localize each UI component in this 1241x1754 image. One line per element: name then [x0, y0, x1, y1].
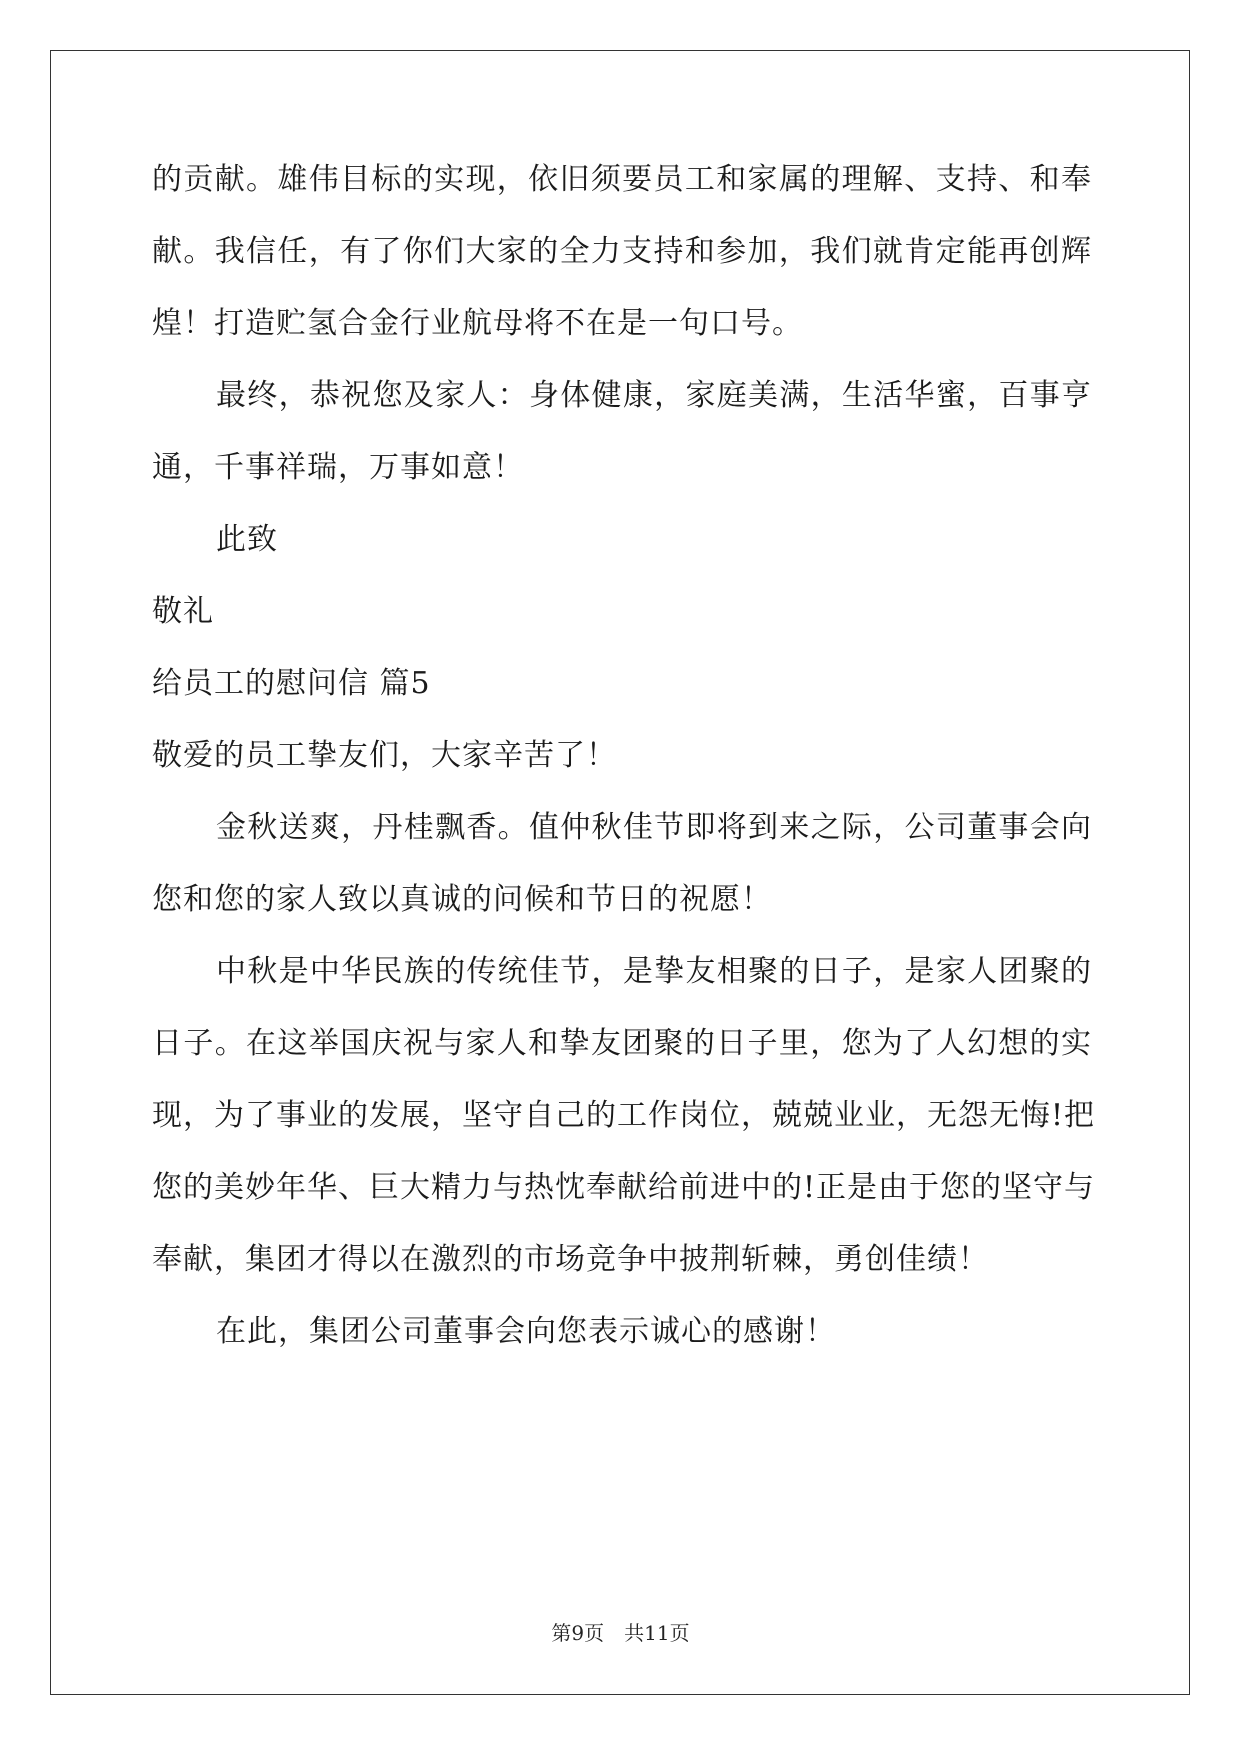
closing-salutation: 此致 [216, 522, 278, 557]
page-number-footer [0, 1620, 1241, 1646]
paragraph-line: 在此，集团公司董事会向您表示诚心的感谢！ [216, 1314, 836, 1349]
closing-regards: 敬礼 [152, 594, 214, 629]
page-number-label: 第9页 共11页 [551, 1621, 690, 1645]
paragraph-line: 您的美妙年华、巨大精力与热忱奉献给前进中的!正是由于您的坚守与 [152, 1170, 1096, 1205]
paragraph-line: 现，为了事业的发展，坚守自己的工作岗位，兢兢业业，无怨无悔!把 [152, 1098, 1096, 1133]
paragraph-line: 奉献，集团才得以在激烈的市场竞争中披荆斩棘，勇创佳绩！ [152, 1242, 989, 1277]
paragraph-line: 煌！打造贮氢合金行业航母将不在是一句口号。 [152, 306, 803, 341]
section-heading: 给员工的慰问信 篇5 [152, 666, 431, 701]
paragraph-line: 通，千事祥瑞，万事如意！ [152, 450, 524, 485]
paragraph-line: 中秋是中华民族的传统佳节，是挚友相聚的日子，是家人团聚的 [216, 954, 1092, 989]
paragraph-line: 您和您的家人致以真诚的问候和节日的祝愿！ [152, 882, 772, 917]
paragraph-line: 的贡献。雄伟目标的实现，依旧须要员工和家属的理解、支持、和奉 [152, 162, 1092, 197]
paragraph-line: 献。我信任，有了你们大家的全力支持和参加，我们就肯定能再创辉 [152, 234, 1092, 269]
paragraph-line: 日子。在这举国庆祝与家人和挚友团聚的日子里，您为了人幻想的实 [152, 1026, 1092, 1061]
paragraph-line: 金秋送爽，丹桂飘香。值仲秋佳节即将到来之际，公司董事会向 [216, 810, 1092, 845]
letter-greeting: 敬爱的员工挚友们，大家辛苦了！ [152, 738, 617, 773]
paragraph-line: 最终，恭祝您及家人：身体健康，家庭美满，生活华蜜，百事亨 [216, 378, 1092, 413]
page-border [50, 50, 1190, 1695]
